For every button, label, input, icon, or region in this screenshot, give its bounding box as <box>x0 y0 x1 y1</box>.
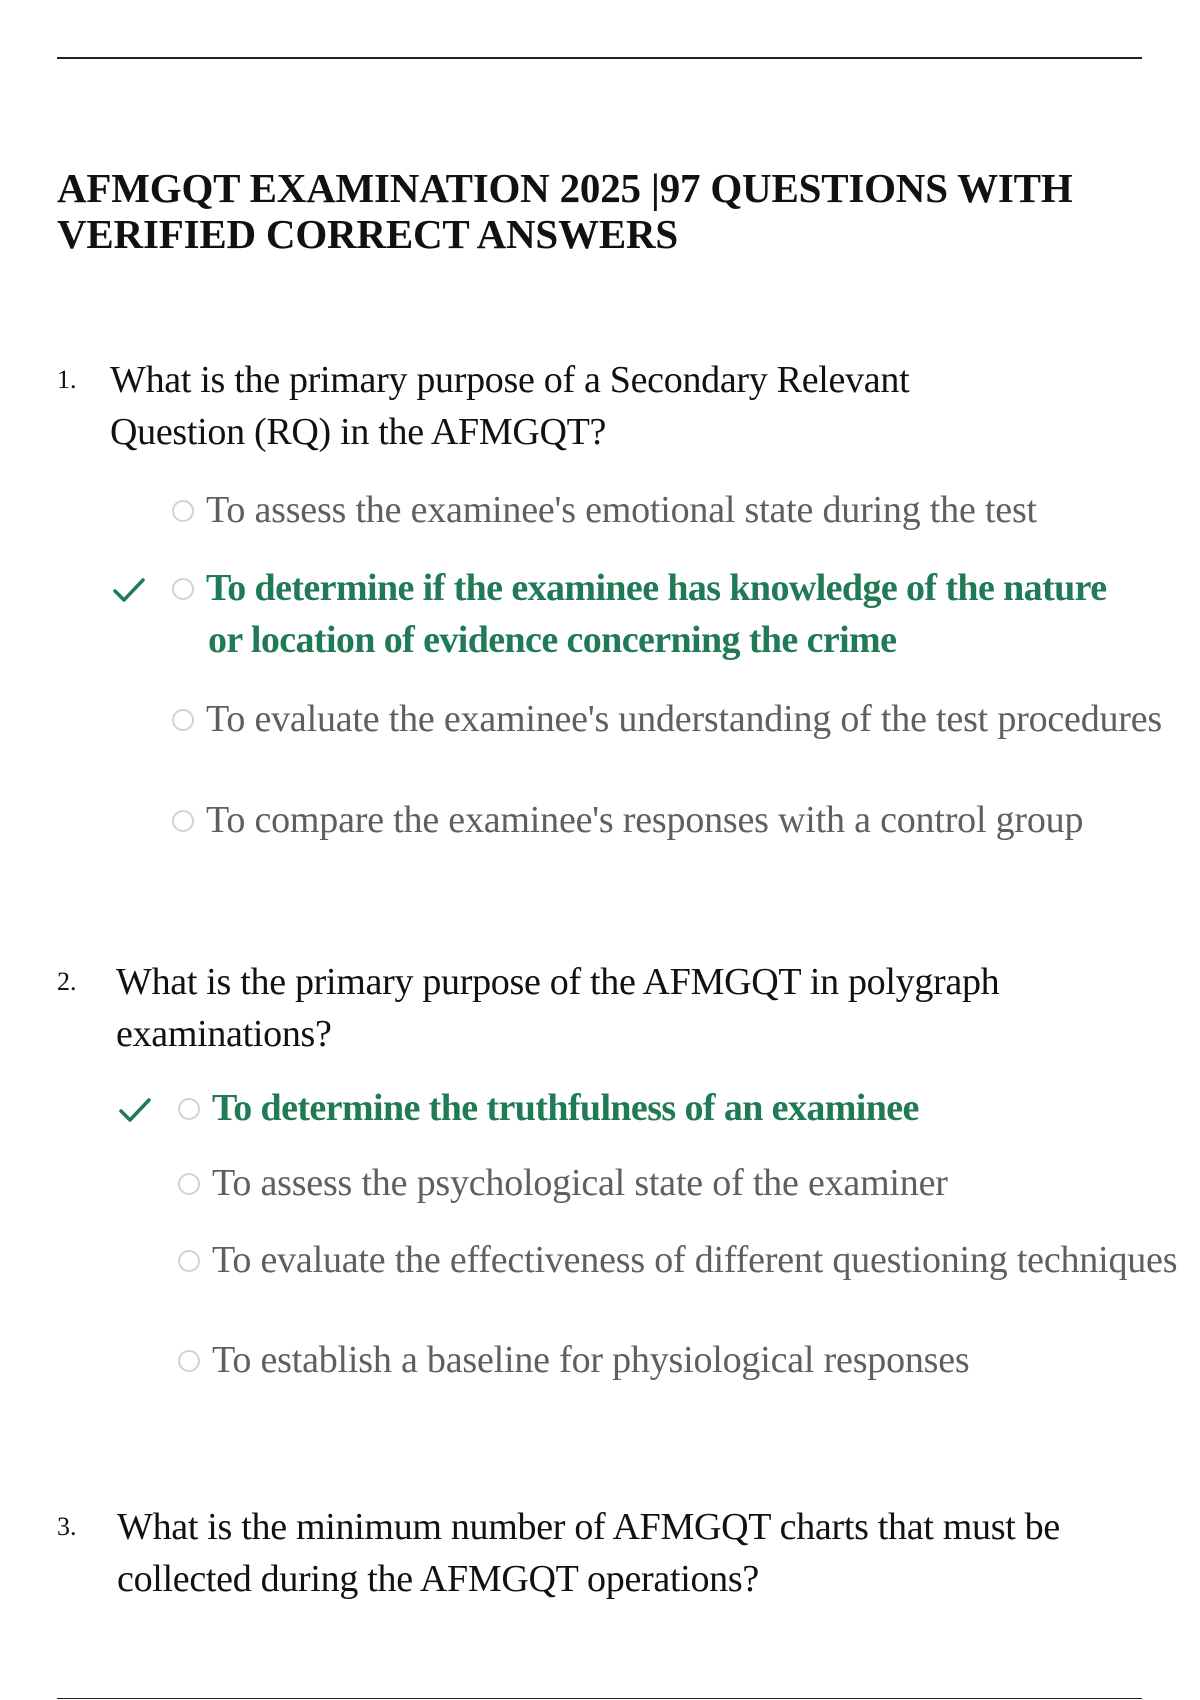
answer-option[interactable]: To evaluate the effectiveness of different questioning techniques <box>178 1234 1177 1286</box>
question-number: 1. <box>57 365 77 394</box>
radio-icon[interactable] <box>172 578 194 600</box>
answer-option-correct[interactable]: To determine the truthfulness of an examinee <box>178 1082 919 1134</box>
answer-option[interactable]: To assess the psychological state of the examiner <box>178 1157 948 1209</box>
radio-icon[interactable] <box>178 1098 200 1120</box>
answer-option[interactable]: To assess the examinee's emotional state during the test <box>172 484 1037 536</box>
document-title: AFMGQT EXAMINATION 2025 |97 QUESTIONS WITH VERIFIED CORRECT ANSWERS <box>57 165 1073 257</box>
radio-icon[interactable] <box>172 709 194 731</box>
radio-icon[interactable] <box>178 1250 200 1272</box>
question-number: 2. <box>57 967 77 996</box>
question-text: What is the primary purpose of the AFMGQT in polygraph examinations? <box>116 961 1000 1055</box>
radio-icon[interactable] <box>178 1350 200 1372</box>
answer-option[interactable]: To compare the examinee's responses with a control group <box>172 778 1092 863</box>
question-number: 3. <box>57 1512 77 1541</box>
question-text: What is the minimum number of AFMGQT charts that must be collected during the AFMGQT operations? <box>117 1506 1060 1600</box>
radio-icon[interactable] <box>172 500 194 522</box>
header-rule <box>57 57 1142 59</box>
answer-option-correct[interactable]: To determine if the examinee has knowledge of the nature or location of evidence concerning the crime <box>172 562 1128 666</box>
answer-option[interactable]: To establish a baseline for physiological responses <box>178 1318 1108 1403</box>
check-icon <box>118 1096 152 1124</box>
answer-option[interactable]: To evaluate the examinee's understanding of the test procedures <box>172 693 1162 745</box>
footer-rule <box>57 1698 1142 1699</box>
question-text: What is the primary purpose of a Secondary Relevant Question (RQ) in the AFMGQT? <box>110 359 910 453</box>
radio-icon[interactable] <box>178 1173 200 1195</box>
radio-icon[interactable] <box>172 810 194 832</box>
check-icon <box>112 576 146 604</box>
